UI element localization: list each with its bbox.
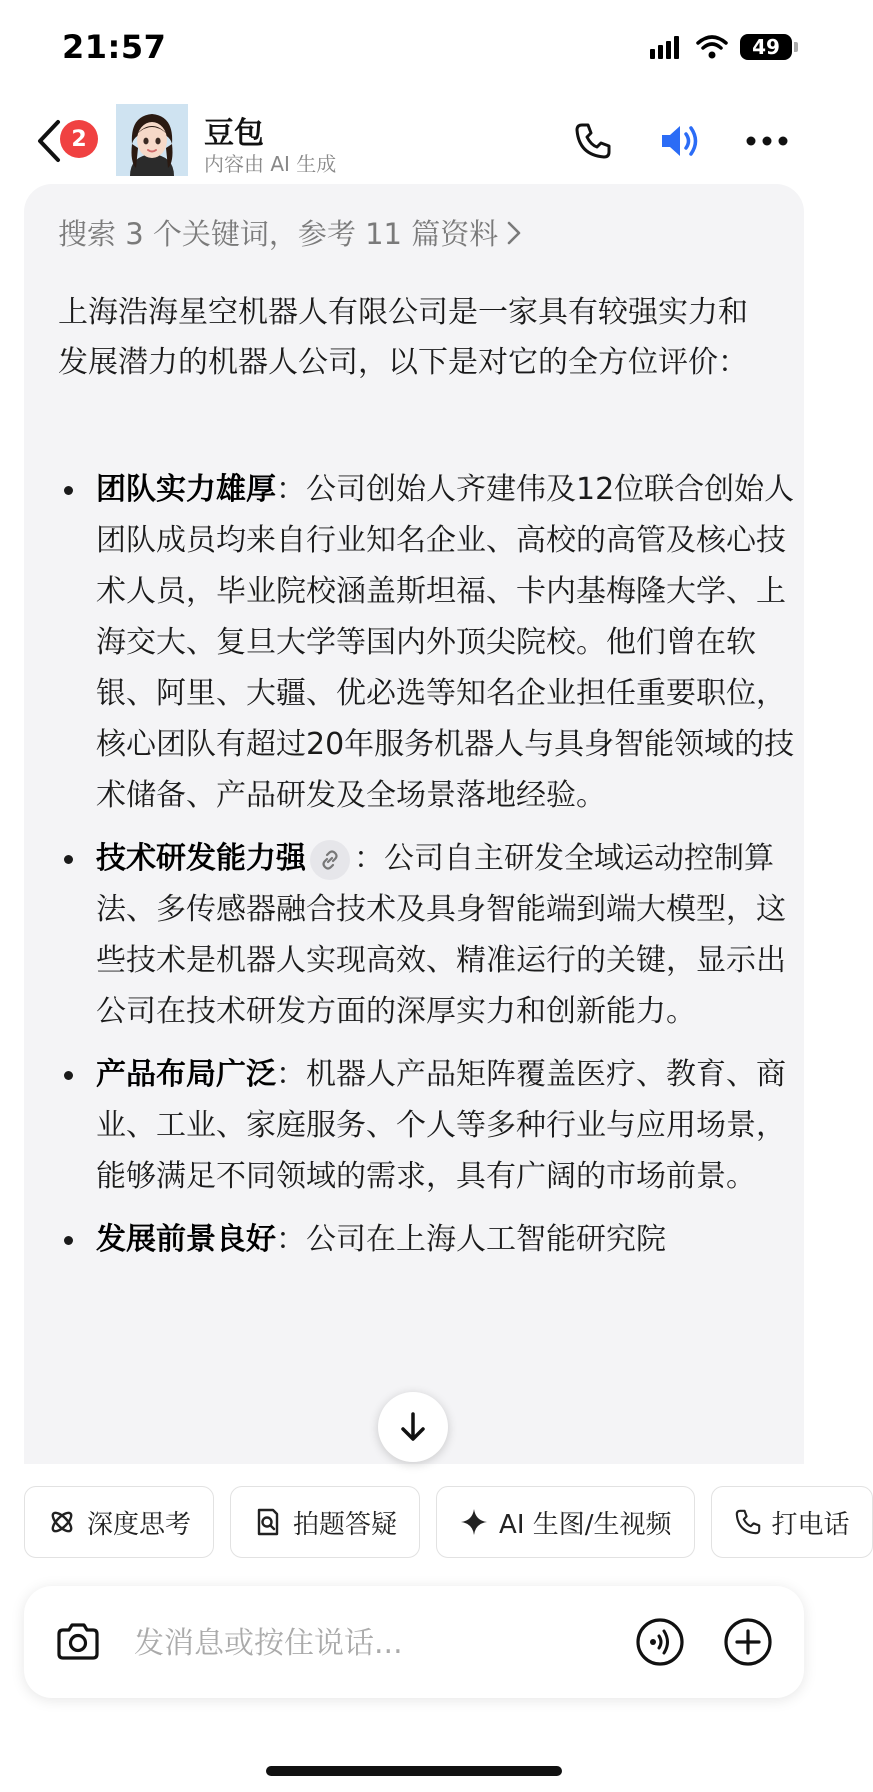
chip-label: AI 生图/生视频 — [499, 1509, 672, 1540]
quick-action-bar — [24, 1486, 873, 1562]
status-icons — [650, 34, 792, 60]
phone-icon — [573, 121, 613, 161]
bot-name: 豆包 — [204, 116, 264, 151]
status-time: 21:57 — [62, 28, 167, 66]
status-bar — [0, 0, 828, 100]
more-horizontal-icon — [745, 135, 789, 147]
voice-call-button[interactable] — [634, 1616, 686, 1668]
chip-label: 深度思考 — [87, 1509, 192, 1540]
chevron-right-icon — [506, 220, 522, 246]
unread-badge: 2 — [60, 120, 98, 158]
reference-link-button[interactable] — [310, 840, 350, 880]
link-icon — [318, 848, 342, 872]
arrow-down-icon — [398, 1411, 428, 1443]
list-item — [58, 1214, 798, 1265]
search-references[interactable] — [58, 212, 522, 253]
chip-ai-image-video[interactable] — [436, 1486, 694, 1558]
atom-icon — [47, 1507, 77, 1537]
message-intro: 上海浩海星空机器人有限公司是一家具有较强实力和发展潜力的机器人公司，以下是对它的全方位评价： — [58, 295, 748, 380]
plus-circle-icon — [722, 1616, 774, 1668]
phone-icon — [734, 1508, 762, 1536]
chip-photo-answer[interactable] — [230, 1486, 420, 1558]
message-input[interactable] — [132, 1614, 536, 1672]
battery-icon: 49 — [740, 34, 792, 60]
bullet-title: 产品布局广泛 — [96, 1057, 276, 1092]
bullet-title: 技术研发能力强 — [96, 841, 306, 876]
speaker-button[interactable] — [656, 116, 706, 166]
speaker-icon — [658, 121, 704, 161]
scroll-to-bottom-button[interactable] — [378, 1392, 448, 1462]
chat-header — [0, 100, 828, 182]
search-references-label: 搜索 3 个关键词，参考 11 篇资料 — [58, 217, 499, 251]
bullet-text: ：公司自主研发全域运动控制算法、多传感器融合技术及具身智能端到端大模型，这些技术是机器人实现高效、精准运行的关键，显示出公司在技术研发方面的深厚实力和创新能力。 — [96, 841, 786, 1029]
message-composer — [24, 1586, 804, 1698]
avatar-image — [116, 104, 188, 176]
chip-phone-call[interactable] — [711, 1486, 873, 1558]
avatar[interactable] — [116, 104, 188, 176]
bullet-title: 发展前景良好 — [96, 1222, 276, 1257]
home-indicator — [266, 1766, 562, 1776]
chip-label: 拍题答疑 — [293, 1509, 398, 1540]
doc-search-icon — [253, 1507, 283, 1537]
camera-icon — [55, 1622, 101, 1662]
wifi-icon — [696, 35, 728, 59]
ai-message-bubble — [24, 184, 804, 1464]
camera-button[interactable] — [52, 1616, 104, 1668]
add-attachment-button[interactable] — [722, 1616, 774, 1668]
bullet-text: ：公司创始人齐建伟及12位联合创始人团队成员均来自行业知名企业、高校的高管及核心技术人员，毕业院校涵盖斯坦福、卡内基梅隆大学、上海交大、复旦大学等国内外顶尖院校。他们曾在软银、阿里、大疆、优必选等知名企业担任重要职位，核心团队有超过20年服务机器人与具身智能领域的技术储备、产品研发及全场景落地经验。 — [96, 472, 795, 813]
sparkle-icon — [459, 1507, 489, 1537]
more-button[interactable] — [742, 116, 792, 166]
bullet-text: ：机器人产品矩阵覆盖医疗、教育、商业、工业、家庭服务、个人等多种行业与应用场景，能够满足不同领域的需求，具有广阔的市场前景。 — [96, 1057, 786, 1194]
bullet-text: ：公司在上海人工智能研究院 — [276, 1222, 666, 1257]
call-button[interactable] — [568, 116, 618, 166]
chip-label: 打电话 — [771, 1509, 850, 1540]
signal-icon — [650, 35, 684, 59]
bullet-title: 团队实力雄厚 — [96, 472, 276, 507]
list-item — [58, 833, 798, 1037]
list-item — [58, 464, 798, 821]
voice-wave-icon — [634, 1616, 686, 1668]
list-item — [58, 1049, 798, 1202]
evaluation-list — [58, 464, 798, 1277]
ai-generated-note: 内容由 AI 生成 — [204, 152, 337, 176]
chip-deep-thinking[interactable] — [24, 1486, 214, 1558]
